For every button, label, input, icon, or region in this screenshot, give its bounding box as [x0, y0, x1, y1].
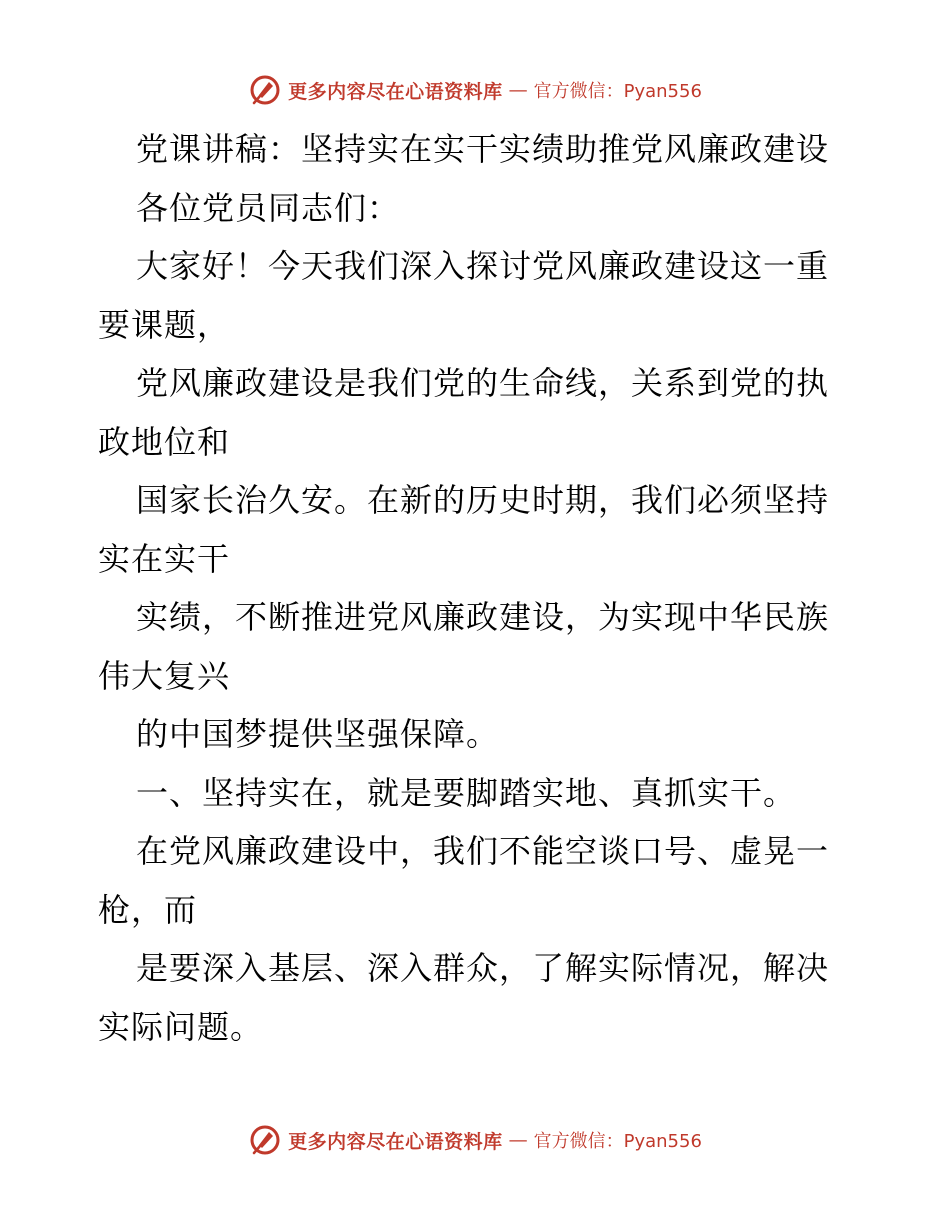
text-line: 枪，而 [98, 890, 198, 929]
text-line: 是要深入基层、深入群众，了解实际情况，解决 [136, 949, 830, 987]
text-line: 党课讲稿：坚持实在实干实绩助推党风廉政建设 [136, 130, 830, 168]
pen-nib-circle-icon [248, 73, 282, 107]
text-line: 实际问题。 [98, 1007, 264, 1046]
text-line: 要课题， [98, 305, 231, 344]
watermark-header [0, 70, 950, 110]
text-line: 伟大复兴 [98, 656, 231, 695]
text-line: 实绩，不断推进党风廉政建设，为实现中华民族 [136, 598, 830, 636]
watermark-wechat: 官方微信：Pyan556 [533, 81, 702, 102]
text-line: 一、坚持实在，就是要脚踏实地、真抓实干。 [136, 773, 797, 812]
text-line: 在党风廉政建设中，我们不能空谈口号、虚晃一 [136, 832, 830, 870]
watermark-brand: 更多内容尽在心语资料库 [288, 1130, 503, 1153]
text-line: 的中国梦提供坚强保障。 [136, 715, 500, 753]
watermark-wechat: 官方微信：Pyan556 [533, 1131, 702, 1152]
text-line: 党风廉政建设是我们党的生命线，关系到党的执 [136, 364, 830, 402]
watermark-brand: 更多内容尽在心语资料库 [288, 80, 503, 103]
text-line: 政地位和 [98, 422, 231, 461]
watermark-separator: — [508, 79, 528, 101]
text-line: 实在实干 [98, 539, 231, 578]
watermark-footer [0, 1120, 950, 1160]
text-line: 国家长治久安。在新的历史时期，我们必须坚持 [136, 481, 830, 519]
text-line: 各位党员同志们： [136, 188, 401, 227]
text-line: 大家好！今天我们深入探讨党风廉政建设这一重 [136, 247, 830, 285]
watermark-separator: — [508, 1129, 528, 1151]
document-body [98, 120, 858, 1056]
pen-nib-circle-icon [248, 1123, 282, 1157]
